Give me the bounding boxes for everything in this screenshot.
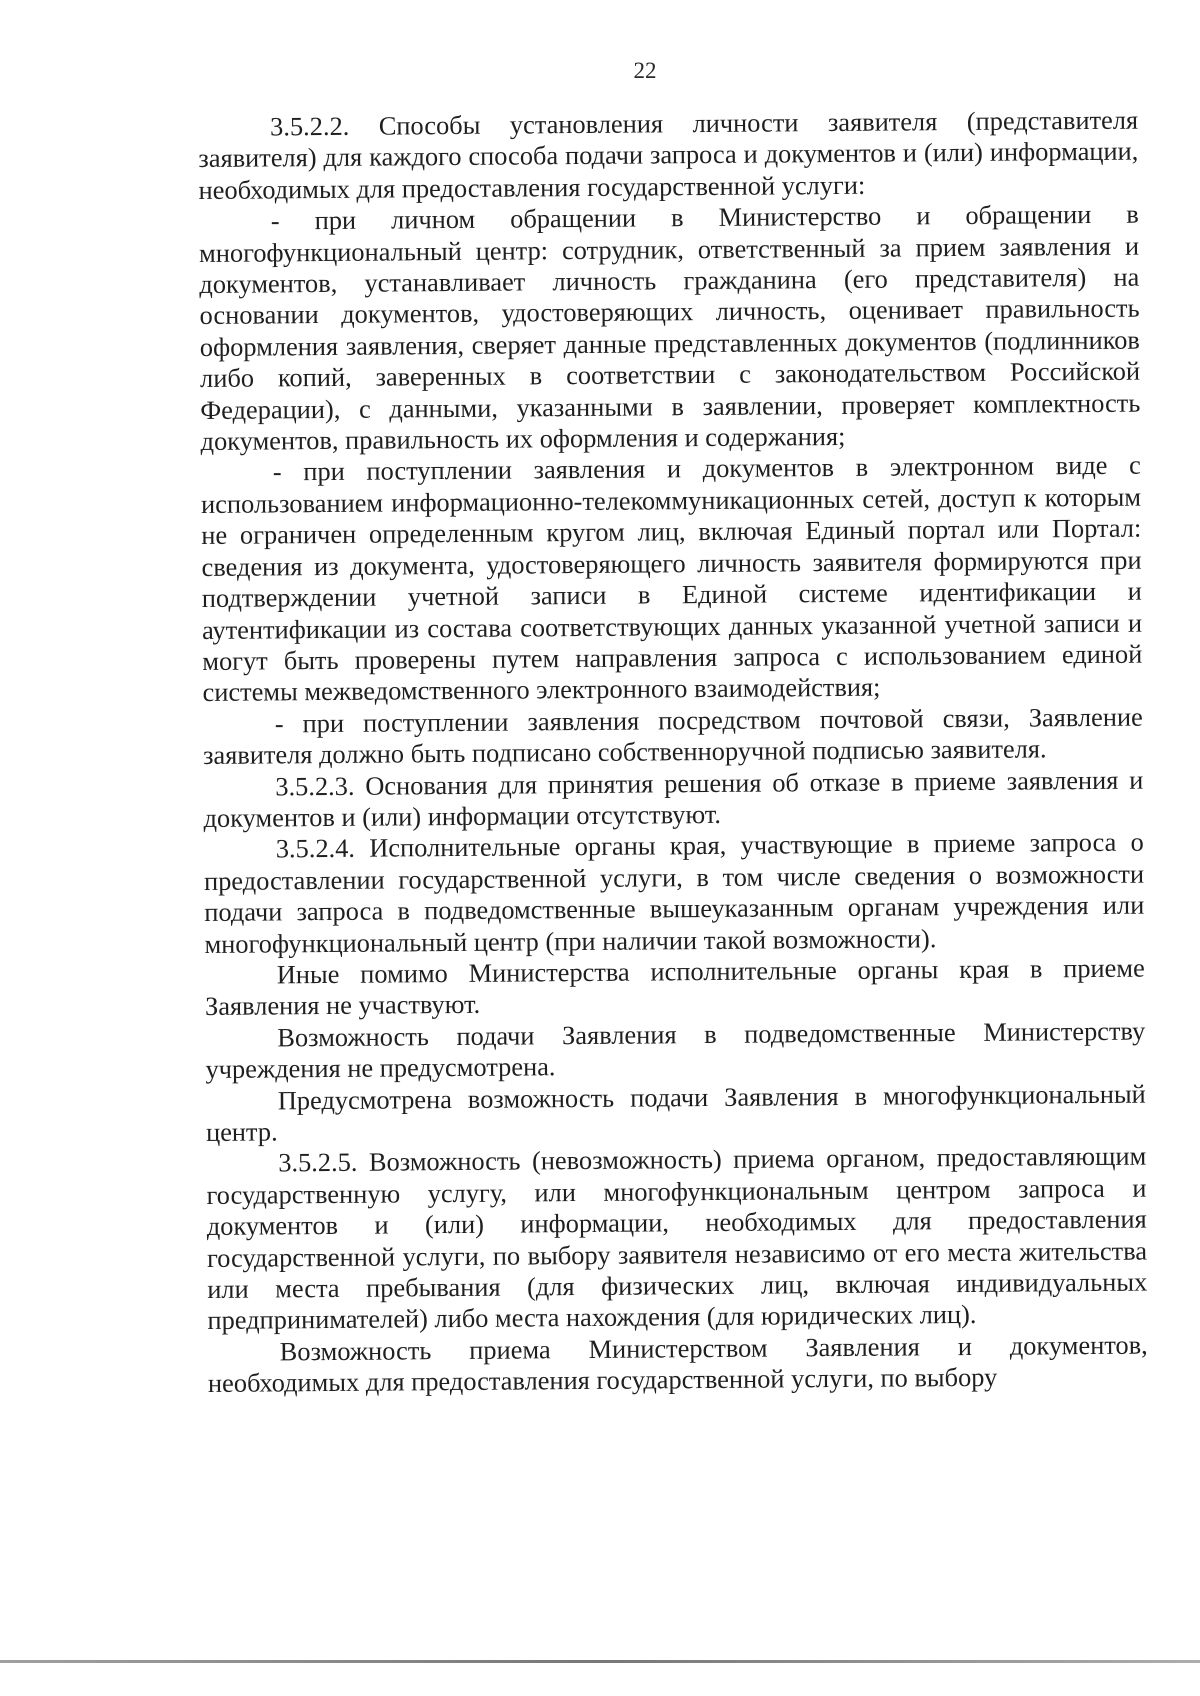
paragraph-personal-visit: - при личном обращении в Министерство и обращении в многофункциональный центр: сотрудник, ответственный за прием заявления и документов, устанавливает личность гражданина (его представителя) на основании документов, удостоверяющих личность, оценивает правильность оформления заявления, сверяет данные представленных документов (подлинников либо копий, заверенных в соответствии с законодательством Российской Федерации), с данными, указанными в заявлении, проверяет комплектность документов, правильность их оформления и содержания; bbox=[198, 198, 1141, 457]
paragraph-3-5-2-4: 3.5.2.4. Исполнительные органы края, участвующие в приеме запроса о предоставлении государственной услуги, в том числе сведения о возможности подачи запроса в подведомственные вышеуказанным органам учреждения или многофункциональный центр (при наличии такой возможности). bbox=[203, 826, 1145, 959]
page-number: 22 bbox=[633, 58, 657, 83]
paragraph-ministry-acceptance: Возможность приема Министерством Заявления и документов, необходимых для предоставления государственной услуги, по выбору bbox=[207, 1329, 1148, 1399]
paragraph-electronic-submission: - при поступлении заявления и документов в электронном виде с использованием информационно-телекоммуникационных сетей, доступ к которым не ограничен определенным кругом лиц, включая Единый портал или Портал: сведения из документа, удостоверяющего личность заявителя формируются при подтверждении учетной записи в Единой системе идентификации и аутентификации из состава соответствующих данных указанной учетной записи и могут быть проверены путем направления запроса с использованием единой системы межведомственного электронного взаимодействия; bbox=[200, 450, 1143, 708]
paragraph-mfc-possibility: Предусмотрена возможность подачи Заявления в многофункциональный центр. bbox=[205, 1078, 1146, 1147]
paragraph-3-5-2-5: 3.5.2.5. Возможность (невозможность) приема органом, предоставляющим государственную услугу, или многофункциональным центром запроса и документов и (или) информации, необходимых для предоставления государственной услуги, по выбору заявителя независимо от его места жительства или места пребывания (для физических лиц, включая индивидуальных предпринимателей) либо места нахождения (для юридических лиц). bbox=[206, 1140, 1148, 1336]
paragraph-other-organs: Иные помимо Министерства исполнительные органы края в приеме Заявления не участвуют. bbox=[204, 952, 1145, 1022]
document-body bbox=[198, 105, 1148, 1400]
paragraph-postal-submission: - при поступлении заявления посредством почтовой связи, Заявление заявителя должно быть подписано собственноручной подписью заявителя. bbox=[202, 701, 1143, 771]
paragraph-3-5-2-2: 3.5.2.2. Способы установления личности заявителя (представителя заявителя) для каждого способа подачи запроса и документов и (или) информации, необходимых для предоставления государственной услуги: bbox=[198, 104, 1139, 205]
paragraph-3-5-2-3: 3.5.2.3. Основания для принятия решения об отказе в приеме заявления и документов и (или) информации отсутствуют. bbox=[203, 764, 1144, 833]
paragraph-subordinate-institutions: Возможность подачи Заявления в подведомственные Министерству учреждения не предусмотрена. bbox=[205, 1015, 1146, 1085]
scan-edge-line bbox=[0, 1660, 1200, 1663]
